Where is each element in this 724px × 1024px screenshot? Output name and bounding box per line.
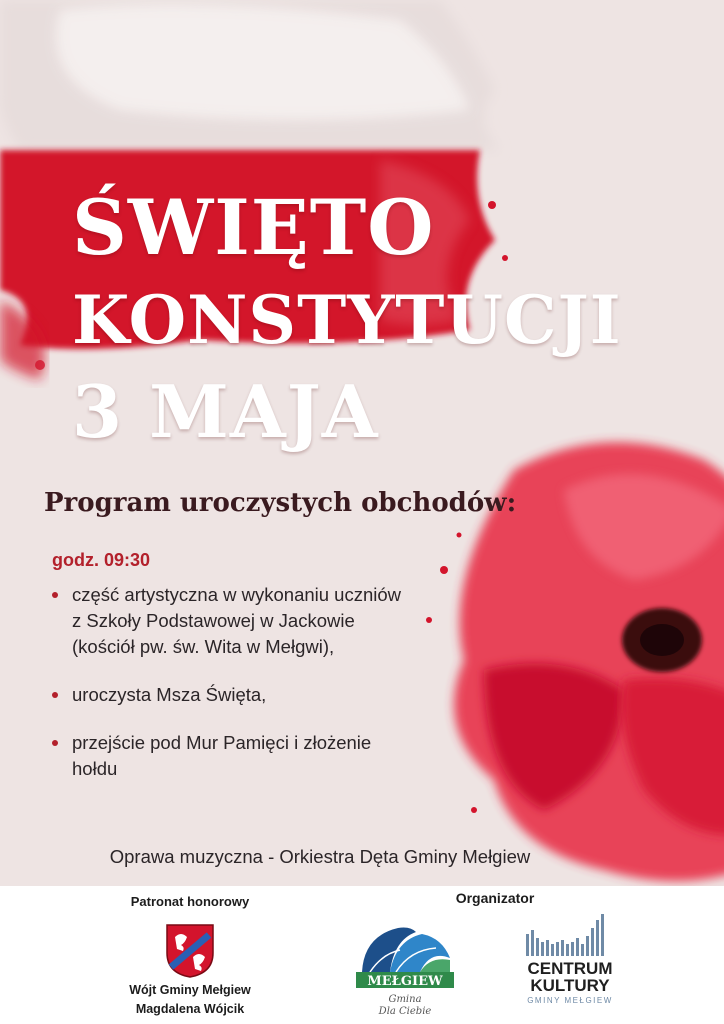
- footer-logos: [0, 886, 724, 1024]
- honorary-patronage: [100, 894, 280, 1019]
- patronage-heading: Patronat honorowy: [130, 894, 250, 909]
- program-list: [44, 582, 484, 804]
- program-time: godz. 09:30: [52, 550, 151, 570]
- ck-logo-line3: GMINY MEŁGIEW: [527, 996, 613, 1005]
- program-item-line: uroczysta Msza Święta,: [72, 684, 267, 705]
- program-heading: Program uroczystych obchodów:: [44, 488, 517, 518]
- program-item: [44, 582, 484, 660]
- title-line-2: KONSTYTUCJI: [72, 281, 622, 359]
- program-item: [44, 730, 484, 782]
- melgiew-logo-name: MEŁGIEW: [367, 974, 443, 989]
- ck-logo-line1: CENTRUM: [527, 959, 613, 978]
- title-line-1: ŚWIĘTO: [72, 183, 435, 272]
- melgiew-logo-tag2: Dla Ciebie: [378, 1006, 432, 1017]
- centrum-kultury-logo: [510, 910, 630, 1010]
- program-item-line: (kościół pw. św. Wita w Mełgwi),: [72, 636, 335, 657]
- bullet-icon: [52, 692, 58, 698]
- bullet-icon: [52, 740, 58, 746]
- coat-of-arms-icon: [165, 923, 215, 979]
- melgiew-logo: [350, 910, 460, 1020]
- poster-title: [72, 182, 622, 458]
- program-item-line: przejście pod Mur Pamięci i złożenie: [72, 732, 372, 753]
- organizer-heading: Organizator: [455, 890, 535, 906]
- melgiew-logo-tag1: Gmina: [388, 994, 422, 1005]
- program-item-line: część artystyczna w wykonaniu uczniów: [72, 584, 402, 605]
- skyline-bars-icon: [510, 910, 630, 960]
- program-item-line: hołdu: [72, 758, 118, 779]
- program-item: [44, 682, 484, 708]
- patron-name: [100, 981, 280, 1019]
- title-line-3: 3 MAJA: [72, 369, 379, 454]
- ck-logo-line2: KULTURY: [530, 976, 610, 995]
- patron-person: Magdalena Wójcik: [135, 1002, 245, 1016]
- program-item-line: z Szkoły Podstawowej w Jackowie: [72, 610, 355, 631]
- music-credit: Oprawa muzyczna - Orkiestra Dęta Gminy Mełgiew: [109, 846, 531, 867]
- patron-title: Wójt Gminy Mełgiew: [129, 983, 251, 997]
- bullet-icon: [52, 592, 58, 598]
